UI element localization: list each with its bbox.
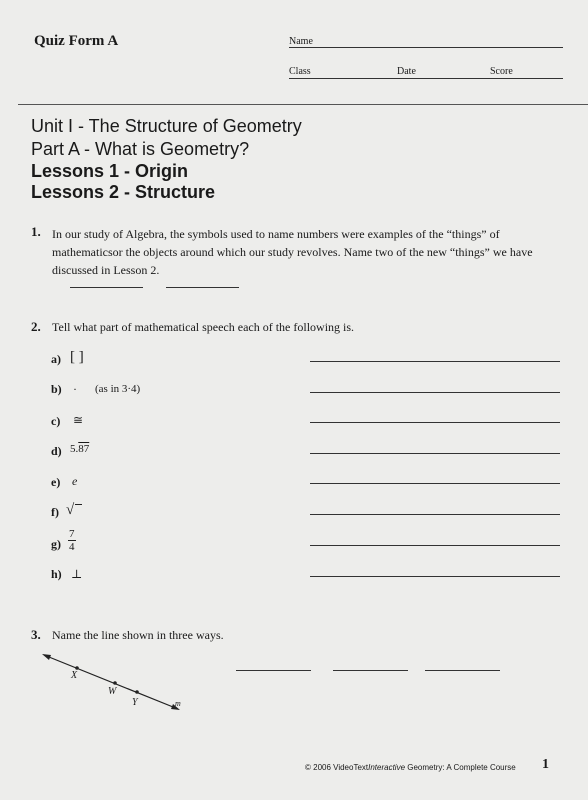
q2-item-b-label: b): [51, 382, 62, 396]
radical-bar: [75, 504, 82, 505]
copyright-text: © 2006 VideoText: [305, 763, 369, 772]
score-label: Score: [490, 66, 513, 77]
congruent-symbol: ≅: [73, 413, 84, 427]
q2-item-f-label: f): [51, 505, 59, 519]
name-label: Name: [289, 36, 313, 47]
label-y: Y: [132, 697, 138, 708]
q2-item-g-label: g): [51, 537, 61, 551]
line-m: [44, 655, 178, 709]
line-diagram: [38, 648, 198, 716]
repeating-decimal-base: 5.: [70, 443, 79, 455]
fraction-denominator: 4: [69, 541, 75, 553]
class-label: Class: [289, 66, 311, 77]
q2-answer-line-b[interactable]: [310, 392, 560, 393]
question-2-text: Tell what part of mathematical speech each of the following is.: [52, 320, 355, 334]
name-line[interactable]: [289, 47, 563, 48]
question-3-number: 3.: [31, 627, 41, 642]
question-1-text: In our study of Algebra, the symbols used to name numbers were examples of the “things” of mathematicsor the objects around which our study revolves. Name two of the new “things” we have discussed in Lesson 2.: [52, 227, 533, 277]
point-y: [135, 690, 139, 694]
class-date-score-line[interactable]: [289, 78, 563, 79]
q2-answer-line-a[interactable]: [310, 361, 560, 362]
q2-answer-line-e[interactable]: [310, 483, 560, 484]
point-w: [113, 681, 117, 685]
repeating-decimal: [70, 443, 89, 455]
perpendicular-symbol: ⊥: [71, 567, 83, 581]
lesson-2-title: Lessons 2 - Structure: [31, 182, 216, 202]
question-3-text: Name the line shown in three ways.: [52, 628, 224, 642]
copyright-footer: [305, 763, 516, 772]
brackets-symbol: [ ]: [70, 349, 84, 365]
q2-answer-line-f[interactable]: [310, 514, 560, 515]
q2-answer-line-d[interactable]: [310, 453, 560, 454]
q2-answer-line-h[interactable]: [310, 576, 560, 577]
date-label: Date: [397, 66, 416, 77]
q2-item-c-label: c): [51, 414, 61, 428]
q2-answer-line-c[interactable]: [310, 422, 560, 423]
header-divider: [18, 104, 588, 105]
dot-symbol: ·: [73, 382, 77, 396]
question-2-number: 2.: [31, 319, 41, 334]
q2-item-e-label: e): [51, 475, 61, 489]
page-number: 1: [542, 757, 549, 772]
radical-symbol: √: [66, 502, 75, 518]
question-1-number: 1.: [31, 224, 41, 239]
q2-answer-line-g[interactable]: [310, 545, 560, 546]
label-m: m: [175, 699, 181, 708]
arrowhead-left: [42, 654, 51, 660]
q3-answer-line-1[interactable]: [236, 670, 311, 671]
copyright-interactive: Interactive: [368, 763, 406, 772]
fraction-numerator: 7: [69, 528, 75, 540]
q2-item-a-label: a): [51, 352, 61, 366]
q2-item-h-label: h): [51, 567, 62, 581]
lesson-1-title: Lessons 1 - Origin: [31, 161, 189, 181]
dot-symbol-note: (as in 3·4): [95, 383, 141, 395]
label-w: W: [108, 686, 117, 697]
repeating-decimal-digits: 87: [78, 443, 90, 455]
q2-item-d-label: d): [51, 444, 62, 458]
q1-answer-line-1[interactable]: [70, 287, 143, 288]
q3-answer-line-3[interactable]: [425, 670, 500, 671]
part-title: Part A - What is Geometry?: [31, 139, 250, 159]
e-symbol: e: [72, 474, 78, 488]
label-x: X: [71, 670, 78, 681]
q3-answer-line-2[interactable]: [333, 670, 408, 671]
unit-title: Unit I - The Structure of Geometry: [31, 116, 302, 136]
course-title: Geometry: A Complete Course: [405, 763, 516, 772]
q1-answer-line-2[interactable]: [166, 287, 239, 288]
fraction-symbol: [68, 528, 76, 553]
quiz-title: Quiz Form A: [34, 33, 119, 49]
